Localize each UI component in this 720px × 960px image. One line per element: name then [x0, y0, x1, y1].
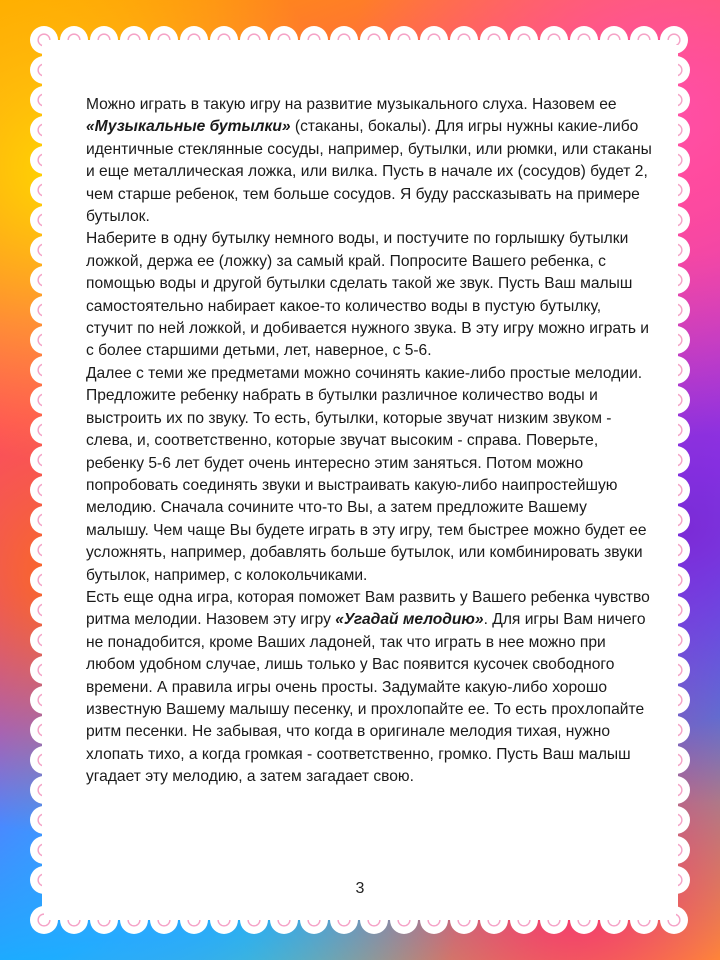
page-number: 3	[355, 880, 365, 897]
paragraph-4: Есть еще одна игра, которая поможет Вам развить у Вашего ребенка чувство ритма мелодии. Назовем эту игру «Угадай мелодию». Для игры Вам ничего не понадобится, кроме Ваших ладоней, так что играть в нее можно при любом удобном случае, лишь только у Вас появится кусочек свободного времени. А правила игры очень просты. Задумайте какую-либо хорошо известную Вашему малышу песенку, и прохлопайте ее. То есть прохлопайте ритм песенки. Не забывая, что когда в оригинале мелодия тихая, нужно хлопать тихо, а когда громкая - соответственно, громко. Пусть Ваш малыш угадает эту мелодию, а затем загадает свою.	[86, 588, 650, 786]
game-title-music-bottles: «Музыкальные бутылки»	[86, 118, 291, 136]
paragraph-2: Наберите в одну бутылку немного воды, и постучите по горлышку бутылки ложкой, держа ее (ложку) за самый край. Попросите Вашего ребенка, с помощью воды и другой бутылки сделать такой же звук. Пусть Ваш малыш самостоятельно набирает какое-то количество воды в пустую бутылку, стучит по ней ложкой, и добивается нужного звука. В эту игру можно играть и с более старшими детьми, лет, наверное, с 5-6.	[86, 230, 650, 360]
article-text	[86, 94, 652, 789]
game-title-guess-melody: «Угадай мелодию»	[335, 611, 484, 629]
paragraph-1: Можно играть в такую игру на развитие музыкального слуха. Назовем ее «Музыкальные бутылки» (стаканы, бокалы). Для игры нужны какие-либо идентичные стеклянные сосуды, например, бутылки, или рюмки, или стаканы и еще металлическая ложка, или вилка. Пусть в начале их (сосудов) будет 2, чем старше ребенок, тем больше сосудов. Я буду рассказывать на примере бутылок.	[86, 96, 652, 226]
paragraph-3: Далее с теми же предметами можно сочинять какие-либо простые мелодии. Предложите ребенку набрать в бутылки различное количество воды и выстроить их по звуку. То есть, бутылки, которые звучат низким звуком - слева, и, соответственно, которые звучат высоким - справа. Поверьте, ребенку 5-6 лет будет очень интересно этим заняться. Потом можно попробовать соединять звуки и выстраивать какую-либо наипростейшую мелодию. Сначала сочините что-то Вы, а затем предложите Вашему малышу. Чем чаще Вы будете играть в эту игру, тем быстрее можно будет ее усложнять, например, добавлять больше бутылок, или комбинировать звуки бутылок, например, с колокольчиками.	[86, 364, 647, 584]
